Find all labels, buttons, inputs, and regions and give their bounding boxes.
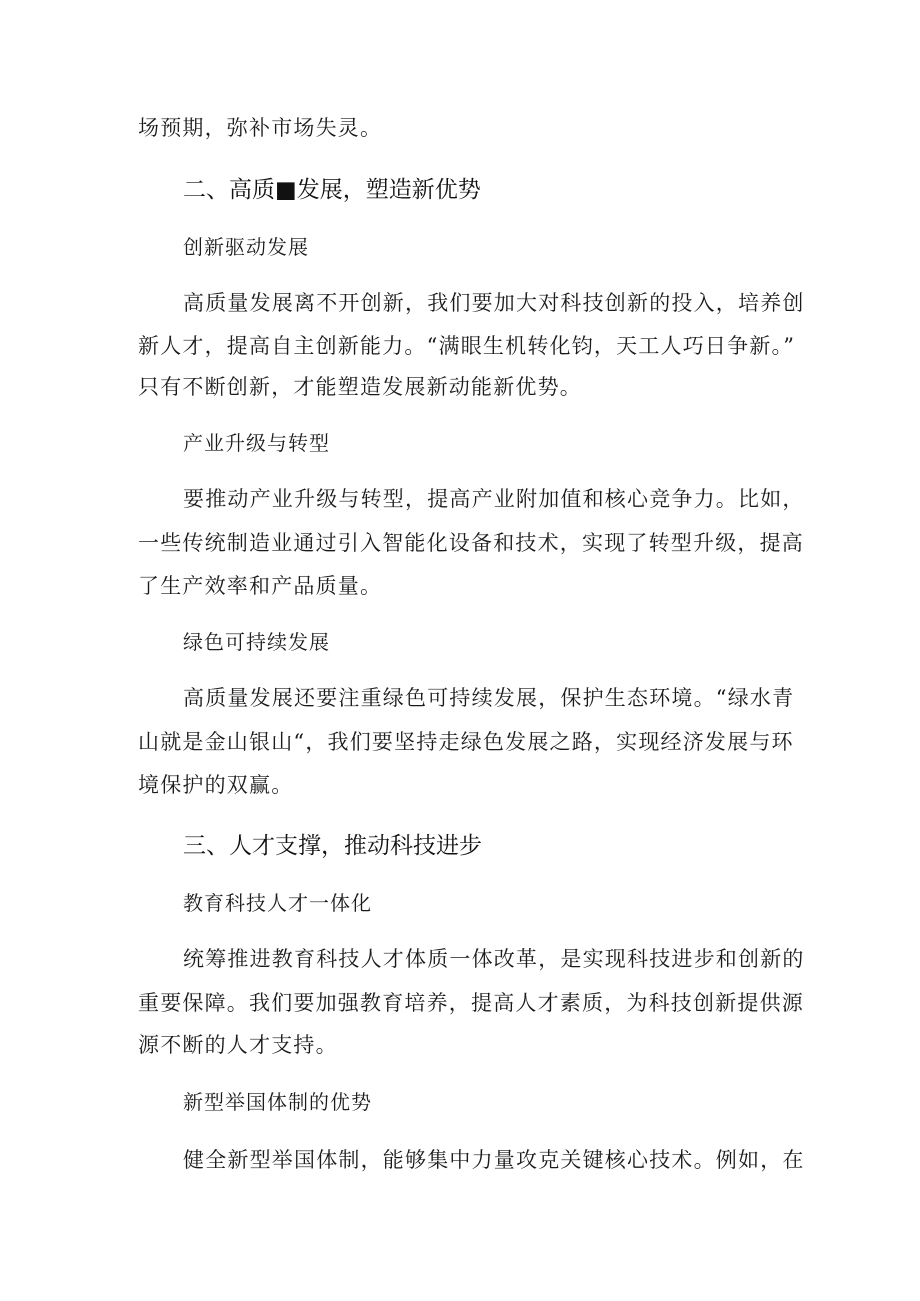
text: 了生产效率和产品质量。 (138, 574, 383, 598)
subheading-innovation: 创新驱动发展 (183, 235, 309, 259)
text: 只有不断创新，才能塑造发展新动能新优势。 (138, 375, 582, 399)
subheading-national-system: 新型举国体制的优势 (183, 1090, 372, 1114)
paragraph-line (138, 989, 804, 1017)
text: 要推动产业升级与转型，提高产业附加值和核心竞争力。比如， (183, 487, 805, 511)
paragraph-line (183, 1146, 805, 1174)
paragraph-line (138, 529, 804, 557)
text: 场预期，弥补市场失灵。 (138, 116, 383, 140)
section-heading-2: 二、高质■发展，塑造新优势 (183, 177, 481, 203)
text: 重要保障。我们要加强教育培养，提高人才素质，为科技创新提供源 (138, 991, 804, 1015)
text: 一些传统制造业通过引入智能化设备和技术，实现了转型升级，提高 (138, 531, 804, 555)
paragraph-line (138, 572, 382, 600)
paragraph-line (183, 289, 805, 317)
paragraph-line (138, 771, 293, 799)
paragraph-line (138, 373, 582, 401)
text: 统筹推进教育科技人才体质一体改革，是实现科技进步和创新的 (183, 947, 805, 971)
text: 新人才，提高自主创新能力。“满眼生机转化钧，天工人巧日争新。” (138, 334, 796, 358)
paragraph-line (183, 684, 795, 712)
paragraph-line (183, 485, 805, 513)
text: 健全新型举国体制，能够集中力量攻克关键核心技术。例如，在 (183, 1148, 805, 1172)
paragraph-line (138, 114, 382, 142)
text: 高质量发展离不开创新，我们要加大对科技创新的投入，培养创 (183, 291, 805, 315)
text: 山就是金山银山“，我们要坚持走绿色发展之路，实现经济发展与环 (138, 730, 794, 754)
paragraph-line (138, 332, 796, 360)
subheading-green-development: 绿色可持续发展 (183, 630, 330, 654)
paragraph-line (183, 945, 805, 973)
paragraph-line (138, 1031, 338, 1059)
text: 源不断的人才支持。 (138, 1033, 338, 1057)
section-heading-3: 三、人才支撑，推动科技进步 (183, 833, 482, 859)
subheading-education-talent: 教育科技人才一体化 (183, 891, 372, 915)
text: 境保护的双赢。 (138, 773, 294, 797)
text: 高质量发展还要注重绿色可持续发展，保护生态环境。“绿水青 (183, 686, 795, 710)
paragraph-line (138, 728, 794, 756)
subheading-industry-upgrade: 产业升级与转型 (183, 431, 330, 455)
